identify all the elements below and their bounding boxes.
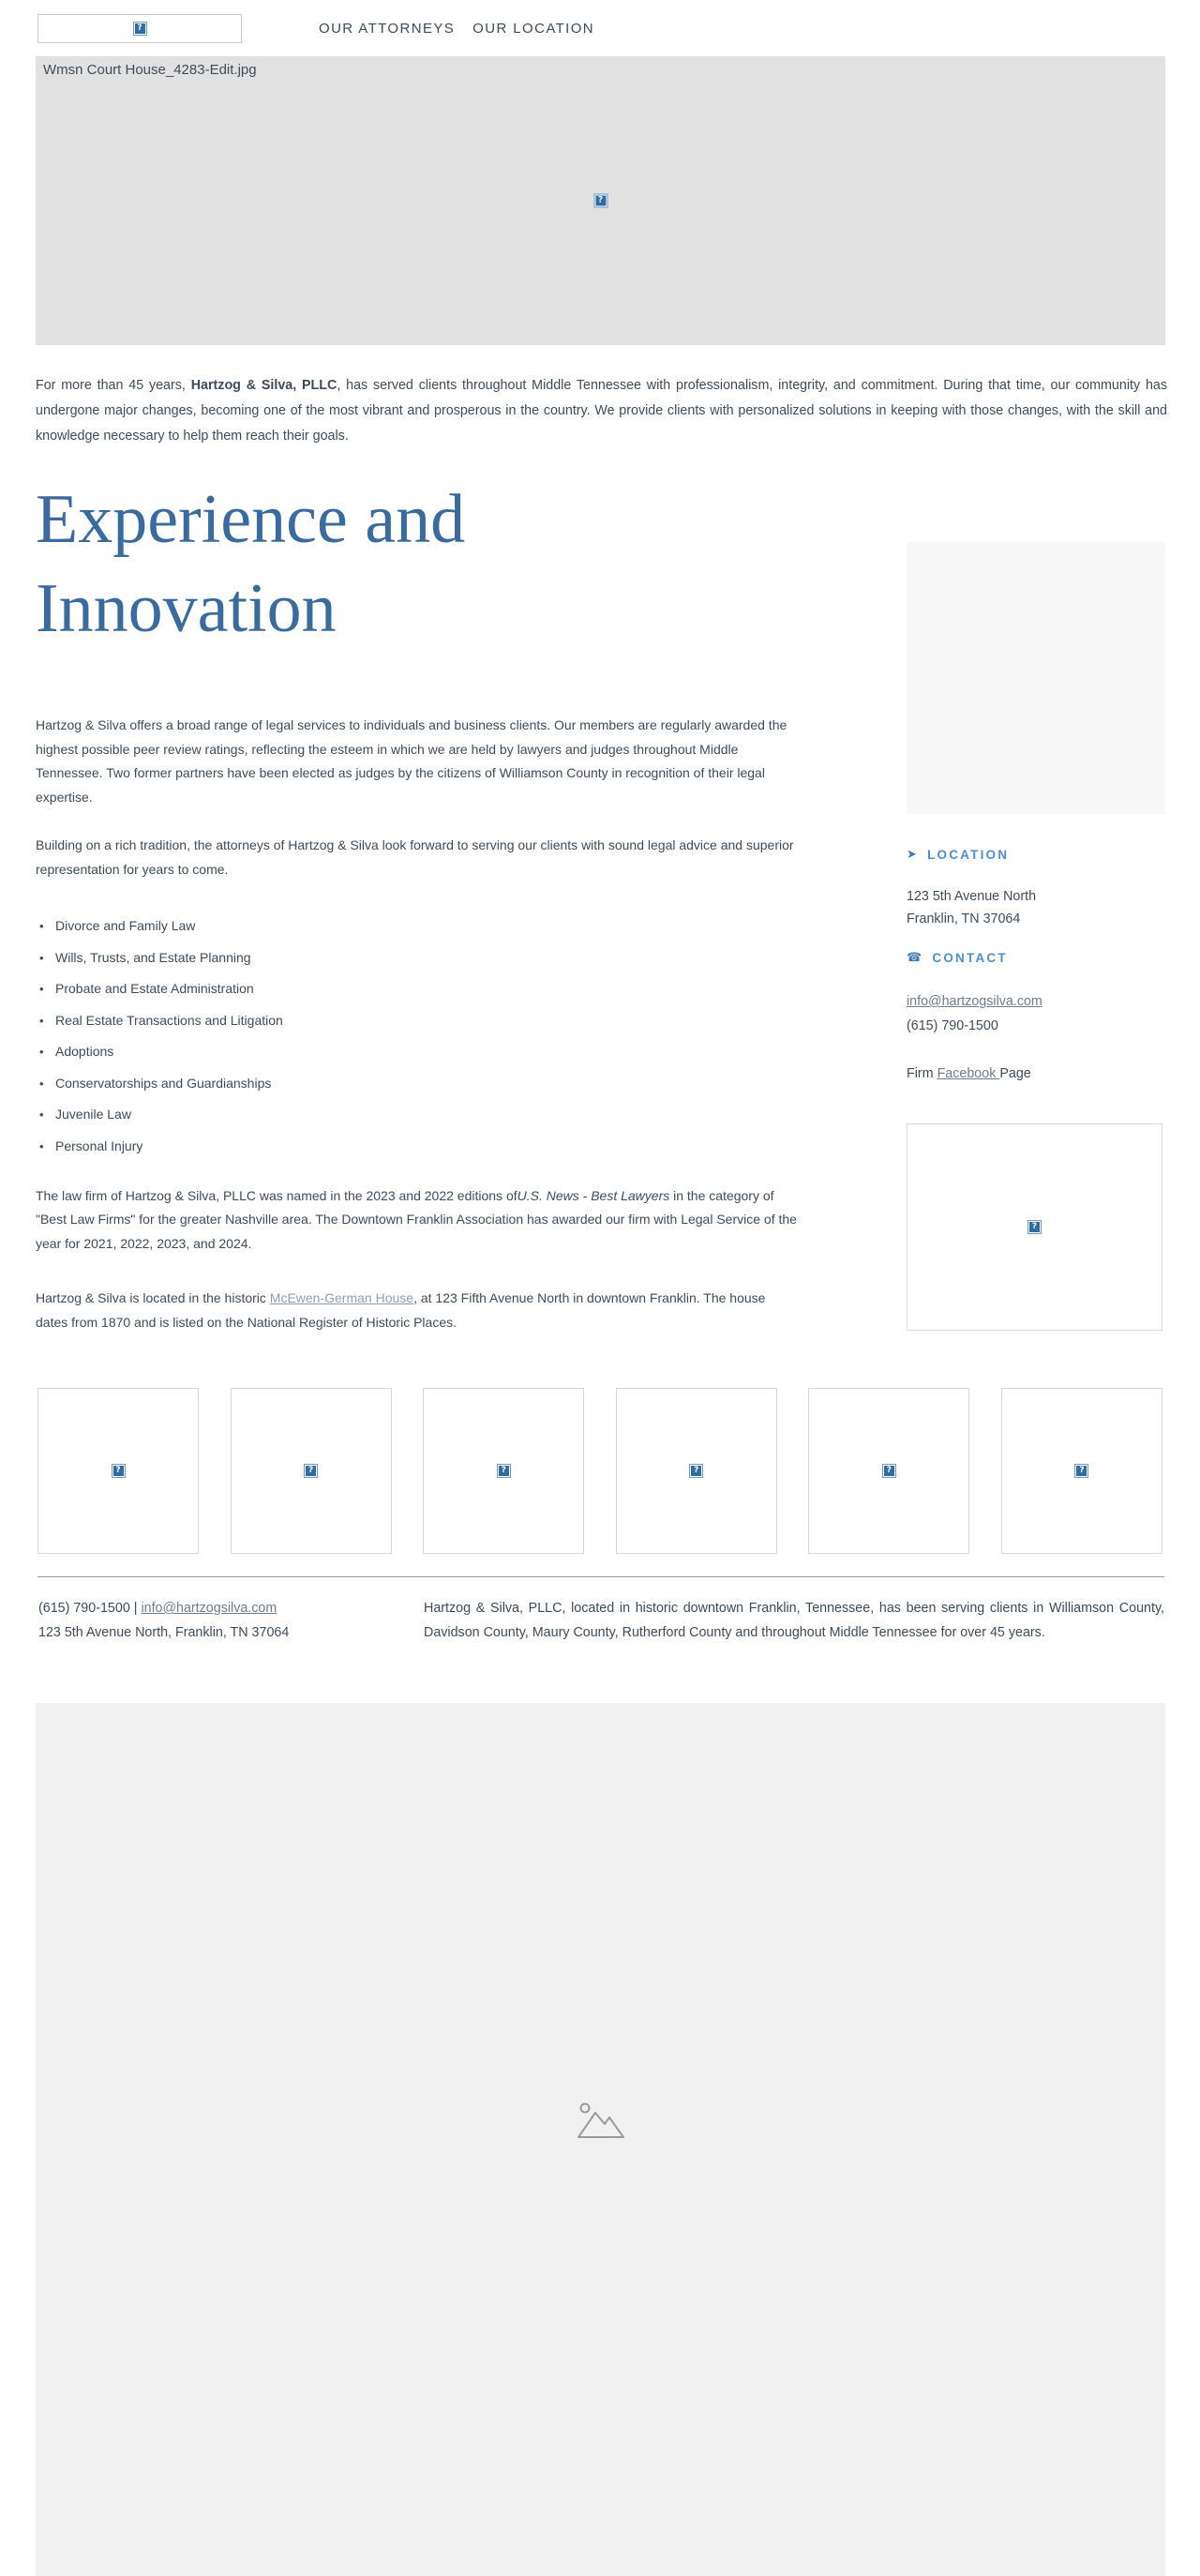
awards-paragraph — [36, 1184, 797, 1257]
firm-name-bold: Hartzog & Silva, PLLC — [190, 378, 338, 393]
map-image-placeholder — [36, 1703, 1165, 2576]
tradition-paragraph: Building on a rich tradition, the attorneys of Hartzog & Silva look forward to serving our clients with sound legal advice and superior representation for years to come. — [36, 837, 794, 877]
footer-address: 123 5th Avenue North, Franklin, TN 37064 — [38, 1624, 290, 1640]
main-nav — [319, 21, 594, 37]
awards-post: in the category of "Best Law Firms" for the greater Nashville area. The Downtown Franklin Association has awarded our firm with Legal Service of the year for 2021, 2022, 2023, and 2024. — [36, 1187, 797, 1251]
broken-image-icon: ? — [304, 1464, 318, 1478]
footer-phone-line — [38, 1597, 395, 1621]
list-item: • Juvenile Law — [36, 1103, 804, 1126]
footer-phone: (615) 790-1500 — [38, 1601, 130, 1616]
nav-our-location[interactable]: OUR LOCATION — [472, 20, 595, 37]
footer — [38, 1597, 1164, 1645]
footer-email-link[interactable]: info@hartzogsilva.com — [141, 1601, 278, 1616]
footer-separator: | — [129, 1601, 142, 1616]
list-item: • Conservatorships and Guardianships — [36, 1072, 804, 1095]
facebook-row — [907, 1063, 1165, 1086]
location-heading — [907, 848, 1165, 862]
facebook-link[interactable]: Facebook — [937, 1066, 1000, 1081]
site-header — [0, 0, 1200, 56]
list-item: • Probate and Estate Administration — [36, 977, 804, 1001]
image-placeholder-icon — [577, 2101, 625, 2144]
footer-divider — [38, 1576, 1164, 1577]
footer-blurb: Hartzog & Silva, PLLC, located in historic downtown Franklin, Tennessee, has been serving clients in Williamson County, Davidson County, Maury County, Rutherford County and throughout Middle Tennessee for over 45 years. — [424, 1601, 1164, 1640]
gallery-thumbnail-2[interactable] — [231, 1388, 392, 1554]
sidebar-image-placeholder — [907, 542, 1165, 814]
location-pre: Hartzog & Silva is located in the historic — [36, 1290, 270, 1305]
location-heading-label: LOCATION — [927, 848, 1010, 862]
main-column — [36, 475, 804, 1334]
arrow-icon: ➤ — [907, 848, 920, 862]
broken-image-icon: ? — [112, 1464, 126, 1478]
gallery-thumbnail-3[interactable] — [423, 1388, 584, 1554]
sidebar-address — [907, 886, 1165, 930]
gallery-thumbnail-6[interactable] — [1001, 1388, 1162, 1554]
list-item: • Wills, Trusts, and Estate Planning — [36, 946, 804, 970]
broken-image-icon: ? — [1074, 1464, 1088, 1478]
footer-contact-block — [38, 1597, 395, 1645]
gallery-thumbnail-5[interactable] — [808, 1388, 969, 1554]
facebook-post: Page — [999, 1066, 1031, 1081]
broken-image-icon: ? — [593, 194, 608, 208]
sidebar — [907, 475, 1165, 1331]
page-title: Experience and Innovation — [36, 481, 466, 647]
gallery-thumbnail-4[interactable] — [616, 1388, 777, 1554]
sidebar-broken-image — [907, 1123, 1162, 1331]
list-item: • Personal Injury — [36, 1135, 804, 1158]
broken-image-icon: ? — [133, 22, 147, 36]
list-item: • Adoptions — [36, 1040, 804, 1063]
site-logo[interactable] — [38, 14, 242, 43]
nav-our-attorneys[interactable]: OUR ATTORNEYS — [319, 20, 456, 37]
broken-image-icon: ? — [689, 1464, 703, 1478]
gallery-thumbnail-1[interactable] — [38, 1388, 199, 1554]
awards-pre: The law firm of Hartzog & Silva, PLLC was named in the 2023 and 2022 editions of — [36, 1187, 518, 1203]
sidebar-phone: (615) 790-1500 — [907, 1017, 998, 1033]
contact-heading — [907, 951, 1165, 965]
facebook-pre: Firm — [907, 1066, 938, 1081]
thumbnail-gallery — [38, 1388, 1162, 1554]
location-post: , at 123 Fifth Avenue North in downtown Franklin. The house dates from 1870 and is listed on the National Register of Historic Places. — [36, 1290, 766, 1330]
intro-pre: For more than 45 years, — [36, 378, 191, 393]
main-content — [36, 475, 1165, 1334]
list-item: • Real Estate Transactions and Litigation — [36, 1009, 804, 1032]
publication-name-italic: U.S. News - Best Lawyers — [517, 1187, 670, 1203]
email-link[interactable]: info@hartzogsilva.com — [907, 994, 1042, 1009]
phone-icon: ☎ — [907, 951, 924, 965]
intro-paragraph — [36, 373, 1167, 449]
mcewen-german-house-link[interactable]: McEwen-German House — [269, 1290, 414, 1305]
list-item: • Divorce and Family Law — [36, 914, 804, 938]
sidebar-email-row — [907, 991, 1165, 1014]
hero-banner-image — [36, 56, 1165, 345]
address-line-2: Franklin, TN 37064 — [907, 911, 1021, 926]
location-paragraph — [36, 1287, 797, 1334]
broken-image-icon: ? — [1028, 1220, 1042, 1234]
intro-post: , has served clients throughout Middle Tennessee with professionalism, integrity, and commitment. During that time, our community has undergone major changes, becoming one of the most vibrant and prosperous in the country. We provide clients with personalized solutions in keeping with those changes, with the skill and knowledge necessary to help them reach their goals. — [36, 378, 1167, 444]
services-paragraph: Hartzog & Silva offers a broad range of legal services to individuals and business clients. Our members are regularly awarded the highest possible peer review ratings, reflecting the esteem in which we are held by lawyers and judges throughout Middle Tennessee. Two former partners have been elected as judges by the citizens of Williamson County in recognition of their legal expertise. — [36, 717, 788, 805]
address-line-1: 123 5th Avenue North — [907, 889, 1037, 904]
broken-image-icon: ? — [497, 1464, 511, 1478]
practice-areas-list — [36, 914, 804, 1158]
banner-image-filename: Wmsn Court House_4283-Edit.jpg — [43, 62, 257, 78]
broken-image-icon: ? — [882, 1464, 896, 1478]
contact-heading-label: CONTACT — [932, 951, 1008, 965]
